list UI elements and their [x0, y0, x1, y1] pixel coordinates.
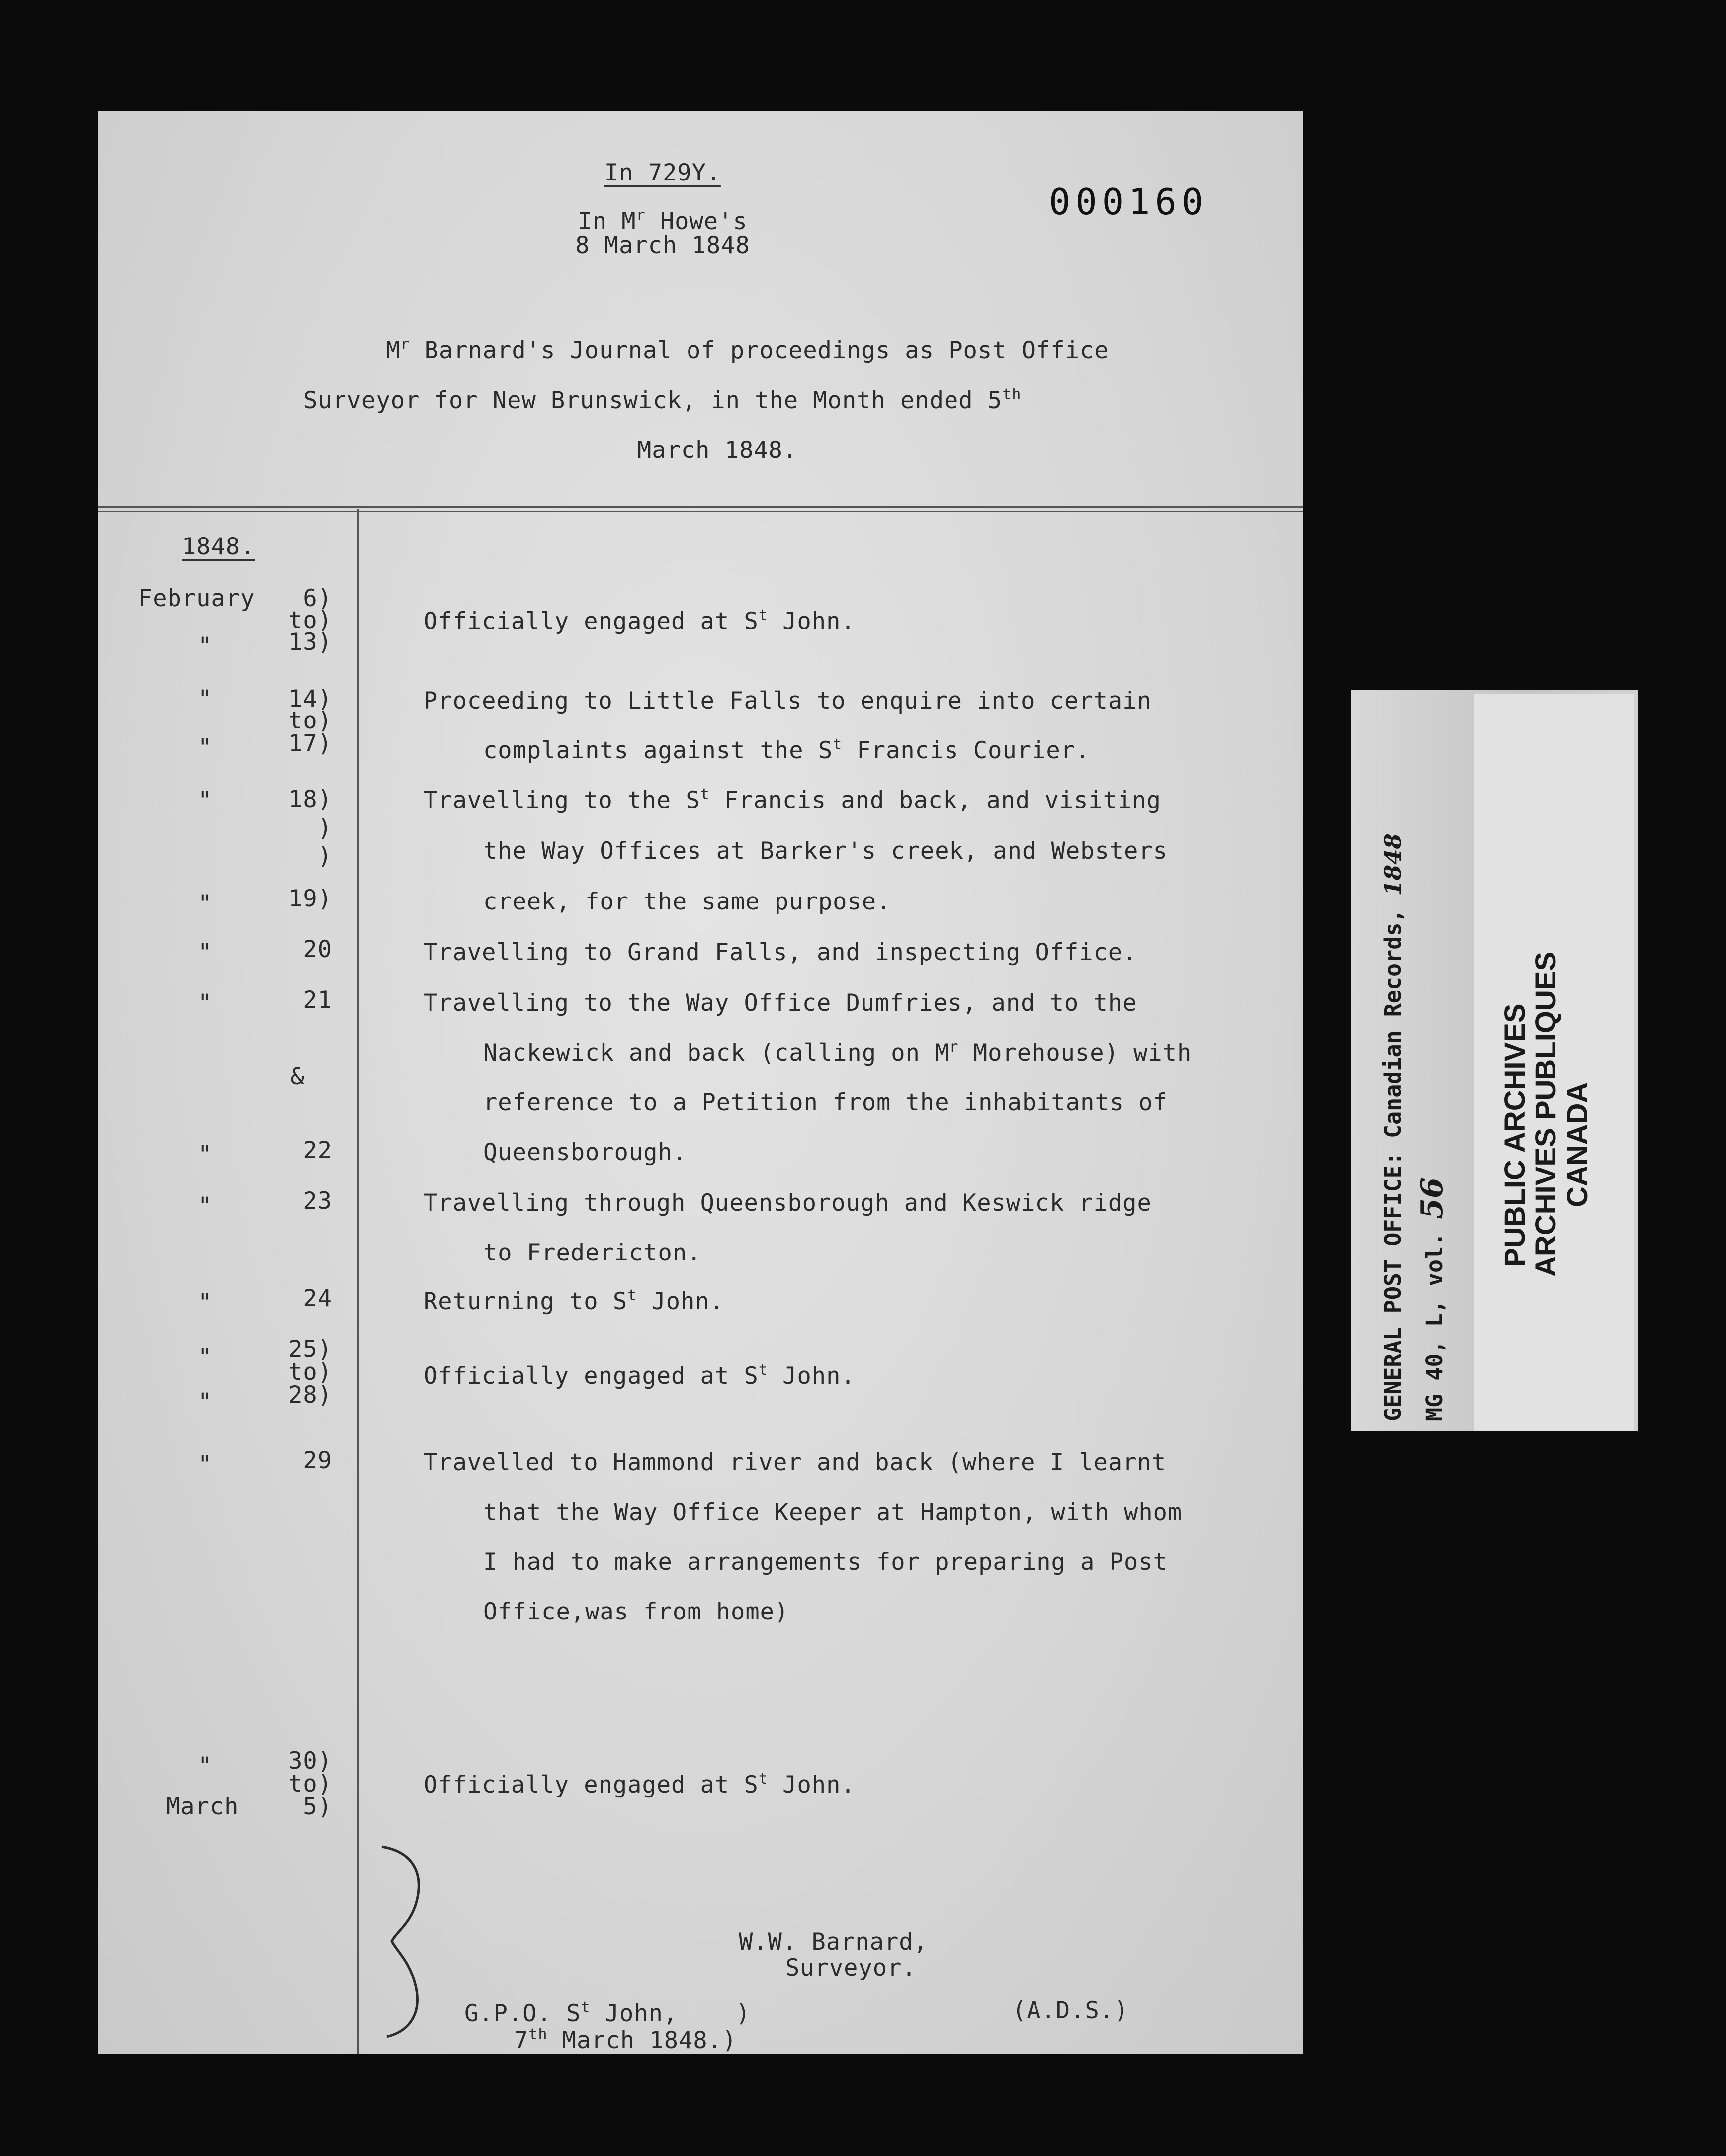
entry-line: Queensborough. — [483, 1139, 688, 1166]
date-to: to) — [288, 707, 332, 734]
date-19: 19) — [288, 885, 332, 912]
entry-line: complaints against the $S^t$ Francis Courier. — [483, 736, 1090, 764]
ditto-mark: " — [198, 890, 213, 917]
date-25: 25) — [288, 1336, 332, 1363]
ditto-mark: " — [198, 1344, 213, 1371]
month-march: March — [166, 1793, 239, 1820]
ditto-mark: " — [198, 787, 213, 814]
ditto-mark: " — [198, 989, 213, 1017]
date-to: to) — [288, 1358, 332, 1386]
date-13: 13) — [288, 629, 332, 656]
ditto-mark: " — [198, 632, 213, 660]
entry-line: Officially engaged at $S^t$ John. — [424, 1770, 856, 1798]
date-to: to) — [288, 1770, 332, 1797]
ditto-mark: " — [198, 1752, 213, 1780]
date-29: 29 — [303, 1447, 332, 1474]
ditto-mark: " — [198, 1388, 213, 1416]
ditto-mark: " — [198, 685, 213, 713]
public-archives-line-2: ARCHIVES PUBLIQUES — [1530, 951, 1562, 1277]
title-line-3: March 1848. — [637, 437, 798, 464]
title-line-2: Surveyor for New Brunswick, in the Month ended 5th — [303, 386, 1022, 414]
ditto-mark: " — [198, 734, 213, 761]
date-14: 14) — [288, 685, 332, 713]
entry-line: Travelling to Grand Falls, and inspecting Office. — [424, 939, 1137, 966]
entry-line: Returning to $S^t$ John. — [424, 1287, 724, 1315]
entry-line: reference to a Petition from the inhabitants of — [483, 1089, 1168, 1116]
ditto-mark: " — [198, 1451, 213, 1478]
date-6: 6) — [303, 585, 332, 612]
collection-reference: GENERAL POST OFFICE: Canadian Records, 1848 — [1380, 833, 1406, 1421]
date-24: 24 — [303, 1285, 332, 1312]
title-line-1: $M^r$ Barnard's Journal of proceedings as Post Office — [386, 336, 1109, 364]
entry-line: Travelling to the $S^t$ Francis and back, and visiting — [424, 786, 1161, 814]
archive-label — [1351, 690, 1638, 1431]
signature-date: 7th March 1848.) — [514, 2026, 737, 2054]
signature-role: Surveyor. — [785, 1954, 917, 1981]
header-rule — [98, 506, 1303, 508]
entry-line: Travelled to Hammond river and back (where I learnt — [424, 1449, 1167, 1476]
public-archives-line-3: CANADA — [1561, 1082, 1594, 1207]
entry-line: creek, for the same purpose. — [483, 888, 891, 915]
place-line: G.P.O. $S^t$ John, ) — [464, 1999, 751, 2027]
header-rule-second — [98, 511, 1303, 512]
in-line: In $M^r$ Howe's — [578, 207, 748, 235]
entry-line: Nackewick and back (calling on $M^r$ Morehouse) with — [483, 1038, 1192, 1067]
signature-name: W.W. Barnard, — [739, 1928, 928, 1956]
entry-line: that the Way Office Keeper at Hampton, with whom — [483, 1499, 1183, 1526]
entry-line: Proceeding to Little Falls to enquire into certain — [424, 687, 1152, 715]
date-column-rule — [357, 509, 359, 2054]
date-22: 22 — [303, 1137, 332, 1164]
ampersand: & — [290, 1063, 305, 1090]
document-page — [98, 111, 1303, 2054]
date-30: 30) — [288, 1747, 332, 1775]
date-17: 17) — [288, 730, 332, 757]
date-paren: ) — [317, 842, 332, 870]
entry-line: Travelling to the Way Office Dumfries, and to the — [424, 989, 1137, 1017]
page-number-stamp: 000160 — [1049, 181, 1208, 223]
header-date: 8 March 1848 — [575, 232, 750, 259]
date-5: 5) — [303, 1793, 332, 1820]
ditto-mark: " — [198, 1289, 213, 1316]
entry-line: the Way Offices at Barker's creek, and Websters — [483, 837, 1168, 865]
entry-line: Travelling through Queensborough and Keswick ridge — [424, 1189, 1152, 1217]
month-february: February — [138, 585, 255, 612]
hand-drawn-brace — [377, 1842, 441, 2041]
public-archives-line-1: PUBLIC ARCHIVES — [1499, 1003, 1531, 1267]
date-20: 20 — [303, 936, 332, 963]
entry-line: Officially engaged at $S^t$ John. — [424, 1361, 856, 1390]
date-21: 21 — [303, 987, 332, 1014]
entry-line: I had to make arrangements for preparing a Post — [483, 1548, 1168, 1576]
date-paren: ) — [317, 814, 332, 842]
ditto-mark: " — [198, 1192, 213, 1220]
entry-line: Officially engaged at $S^t$ John. — [424, 607, 856, 635]
volume-reference: MG 40, L, vol. 56 — [1415, 1177, 1450, 1421]
entry-line: Office,was from home) — [483, 1598, 789, 1625]
date-28: 28) — [288, 1381, 332, 1409]
entry-line: to Fredericton. — [483, 1239, 702, 1266]
date-23: 23 — [303, 1187, 332, 1215]
year-heading: 1848. — [182, 533, 255, 560]
ditto-mark: " — [198, 939, 213, 966]
date-18: 18) — [288, 786, 332, 813]
ditto-mark: " — [198, 1141, 213, 1168]
date-to: to) — [288, 607, 332, 634]
ads-note: (A.D.S.) — [1012, 1997, 1129, 2024]
file-reference: In 729Y. — [604, 159, 721, 186]
